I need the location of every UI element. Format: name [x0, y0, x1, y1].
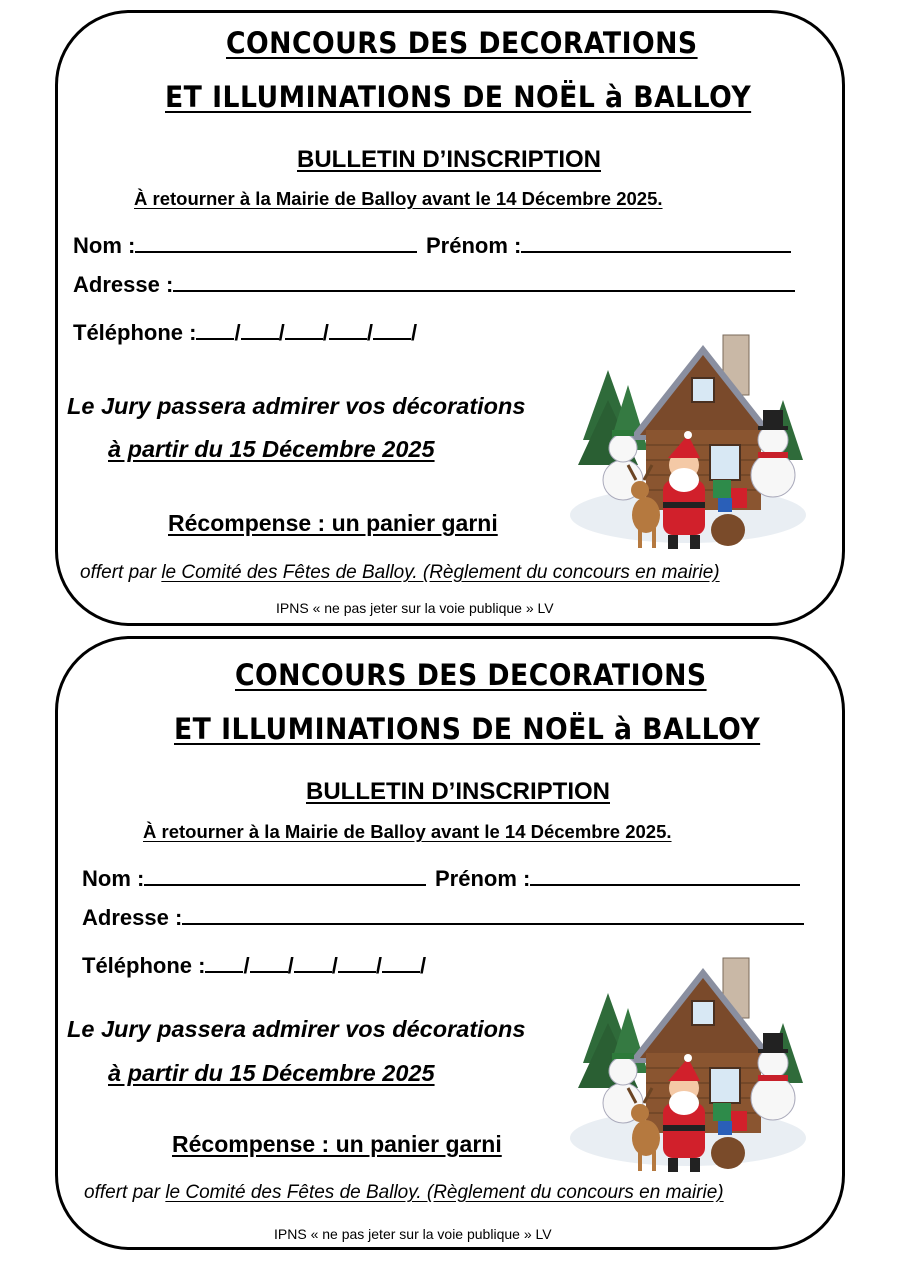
adresse-field[interactable]: [82, 905, 804, 931]
prenom-blank[interactable]: [530, 866, 800, 886]
telephone-label: Téléphone :: [82, 953, 206, 978]
adresse-field[interactable]: [73, 272, 795, 298]
offered-by-line: [80, 562, 720, 584]
telephone-label: Téléphone :: [73, 320, 197, 345]
phone-separator: /: [287, 953, 294, 978]
nom-blank[interactable]: [144, 866, 426, 886]
offered-by-committee: le Comité des Fêtes de Balloy. (Règlement du concours en mairie): [165, 1182, 724, 1203]
title-line2: ET ILLUMINATIONS DE NOËL à BALLOY: [165, 80, 752, 114]
nom-label: Nom :: [82, 866, 145, 891]
reward-text: Récompense : un panier garni: [172, 1131, 502, 1157]
bulletin-heading: BULLETIN D’INSCRIPTION: [306, 778, 610, 805]
phone-separator: /: [278, 320, 285, 345]
nom-field[interactable]: [82, 866, 426, 892]
phone-blank[interactable]: [250, 953, 288, 973]
phone-separator: /: [331, 953, 338, 978]
adresse-blank[interactable]: [182, 905, 804, 925]
offered-prefix: offert par: [84, 1182, 161, 1203]
phone-separator: /: [410, 320, 418, 345]
nom-blank[interactable]: [135, 233, 417, 253]
return-notice: À retourner à la Mairie de Balloy avant le 14 Décembre 2025.: [143, 821, 672, 842]
phone-blank[interactable]: [329, 320, 367, 340]
christmas-cabin-illustration: [568, 953, 808, 1178]
prenom-field[interactable]: [435, 866, 800, 892]
nom-field[interactable]: [73, 233, 417, 259]
offered-by-committee: le Comité des Fêtes de Balloy. (Règlement du concours en mairie): [161, 562, 720, 583]
return-notice: À retourner à la Mairie de Balloy avant le 14 Décembre 2025.: [134, 188, 663, 209]
prenom-label: Prénom :: [435, 866, 531, 891]
phone-blank[interactable]: [205, 953, 243, 973]
phone-blank[interactable]: [382, 953, 420, 973]
phone-blank[interactable]: [241, 320, 279, 340]
prenom-blank[interactable]: [521, 233, 791, 253]
phone-separator: /: [322, 320, 329, 345]
phone-blank[interactable]: [338, 953, 376, 973]
phone-blank[interactable]: [196, 320, 234, 340]
bulletin-heading: BULLETIN D’INSCRIPTION: [297, 146, 601, 173]
adresse-label: Adresse :: [82, 905, 183, 930]
ipns-footer: IPNS « ne pas jeter sur la voie publique » LV: [274, 1226, 552, 1242]
ipns-footer: IPNS « ne pas jeter sur la voie publique » LV: [276, 600, 554, 616]
adresse-blank[interactable]: [173, 272, 795, 292]
offered-by-line: [84, 1182, 724, 1204]
phone-separator: /: [243, 953, 250, 978]
title-line2: ET ILLUMINATIONS DE NOËL à BALLOY: [174, 712, 761, 746]
prenom-field[interactable]: [426, 233, 791, 259]
offered-prefix: offert par: [80, 562, 157, 583]
phone-separator: /: [234, 320, 241, 345]
phone-separator: /: [419, 953, 427, 978]
telephone-field[interactable]: [73, 320, 417, 346]
phone-blank[interactable]: [373, 320, 411, 340]
phone-blank[interactable]: [285, 320, 323, 340]
christmas-cabin-illustration: [568, 330, 808, 555]
jury-line1: Le Jury passera admirer vos décorations: [67, 1016, 526, 1042]
phone-separator: /: [366, 320, 373, 345]
reward-text: Récompense : un panier garni: [168, 510, 498, 536]
jury-line1: Le Jury passera admirer vos décorations: [67, 393, 526, 419]
phone-separator: /: [375, 953, 382, 978]
prenom-label: Prénom :: [426, 233, 522, 258]
adresse-label: Adresse :: [73, 272, 174, 297]
title-line1: CONCOURS DES DECORATIONS: [226, 26, 698, 60]
title-line1: CONCOURS DES DECORATIONS: [235, 658, 707, 692]
telephone-field[interactable]: [82, 953, 426, 979]
jury-line2: à partir du 15 Décembre 2025: [108, 436, 435, 462]
nom-label: Nom :: [73, 233, 136, 258]
jury-line2: à partir du 15 Décembre 2025: [108, 1060, 435, 1086]
phone-blank[interactable]: [294, 953, 332, 973]
